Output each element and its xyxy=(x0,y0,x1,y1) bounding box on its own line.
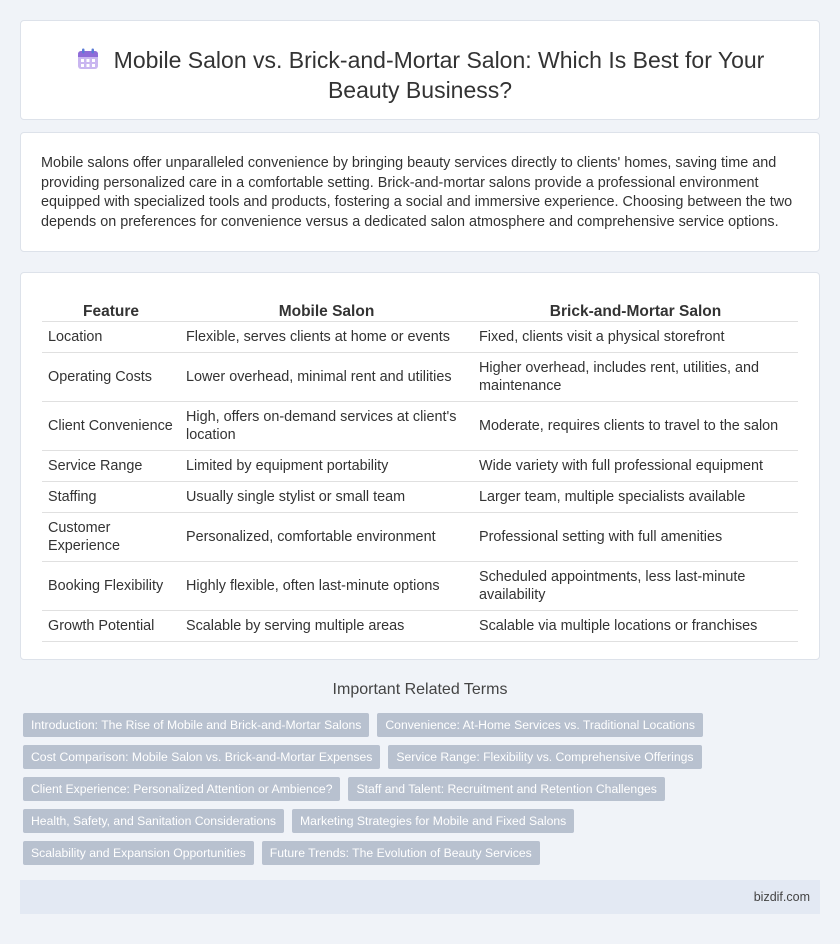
row-brick: Fixed, clients visit a physical storefront xyxy=(473,321,798,352)
row-brick: Higher overhead, includes rent, utilities, and maintenance xyxy=(473,352,798,401)
related-term-link[interactable]: Scalability and Expansion Opportunities xyxy=(23,841,254,865)
footer-site-link[interactable]: bizdif.com xyxy=(753,890,810,904)
related-term-link[interactable]: Health, Safety, and Sanitation Considerations xyxy=(23,809,284,833)
comparison-table xyxy=(42,295,798,642)
related-term-link[interactable]: Cost Comparison: Mobile Salon vs. Brick-and-Mortar Expenses xyxy=(23,745,380,769)
related-term-link[interactable]: Future Trends: The Evolution of Beauty Services xyxy=(262,841,540,865)
row-mobile: High, offers on-demand services at client's location xyxy=(180,401,473,450)
table-row xyxy=(42,481,798,512)
header-brick-and-mortar-salon: Brick-and-Mortar Salon xyxy=(473,295,798,321)
row-mobile: Highly flexible, often last-minute options xyxy=(180,561,473,610)
related-term-link[interactable]: Staff and Talent: Recruitment and Retention Challenges xyxy=(348,777,664,801)
row-brick: Larger team, multiple specialists available xyxy=(473,481,798,512)
table-row xyxy=(42,401,798,450)
related-terms-heading: Important Related Terms xyxy=(332,681,508,698)
comparison-card xyxy=(20,272,820,660)
table-row xyxy=(42,561,798,610)
row-feature: Operating Costs xyxy=(42,352,180,401)
related-term-link[interactable]: Convenience: At-Home Services vs. Traditional Locations xyxy=(377,713,703,737)
table-header-row xyxy=(42,295,798,321)
header-feature: Feature xyxy=(42,295,180,321)
row-brick: Professional setting with full amenities xyxy=(473,512,798,561)
footer xyxy=(20,880,820,914)
calendar-icon xyxy=(76,47,100,71)
row-mobile: Limited by equipment portability xyxy=(180,450,473,481)
row-feature: Service Range xyxy=(42,450,180,481)
table-row xyxy=(42,450,798,481)
table-row xyxy=(42,610,798,641)
header-mobile-salon: Mobile Salon xyxy=(180,295,473,321)
header-card xyxy=(20,20,820,120)
row-brick: Wide variety with full professional equipment xyxy=(473,450,798,481)
intro-paragraph: Mobile salons offer unparalleled convenience by bringing beauty services directly to clients' homes, saving time and providing personalized care in a comfortable setting. Brick-and-mortar salons provide a professional environment equipped with specialized tools and products, fostering a social and immersive experience. Choosing between the two depends on preferences for convenience versus a dedicated salon atmosphere and comprehensive service options. xyxy=(41,155,793,230)
row-brick: Moderate, requires clients to travel to the salon xyxy=(473,401,798,450)
table-row xyxy=(42,512,798,561)
row-mobile: Personalized, comfortable environment xyxy=(180,512,473,561)
table-row xyxy=(42,321,798,352)
row-feature: Booking Flexibility xyxy=(42,561,180,610)
row-feature: Location xyxy=(42,321,180,352)
row-feature: Client Convenience xyxy=(42,401,180,450)
row-mobile: Flexible, serves clients at home or events xyxy=(180,321,473,352)
related-term-link[interactable]: Service Range: Flexibility vs. Comprehensive Offerings xyxy=(388,745,701,769)
row-mobile: Lower overhead, minimal rent and utilities xyxy=(180,352,473,401)
intro-card xyxy=(20,132,820,252)
related-term-link[interactable]: Marketing Strategies for Mobile and Fixed Salons xyxy=(292,809,574,833)
page-title: Mobile Salon vs. Brick-and-Mortar Salon: Which Is Best for Your Beauty Business? xyxy=(113,47,765,103)
row-feature: Customer Experience xyxy=(42,512,180,561)
row-feature: Staffing xyxy=(42,481,180,512)
row-brick: Scalable via multiple locations or franchises xyxy=(473,610,798,641)
related-term-link[interactable]: Introduction: The Rise of Mobile and Brick-and-Mortar Salons xyxy=(23,713,369,737)
row-feature: Growth Potential xyxy=(42,610,180,641)
row-mobile: Usually single stylist or small team xyxy=(180,481,473,512)
row-brick: Scheduled appointments, less last-minute availability xyxy=(473,561,798,610)
row-mobile: Scalable by serving multiple areas xyxy=(180,610,473,641)
table-row xyxy=(42,352,798,401)
related-term-link[interactable]: Client Experience: Personalized Attention or Ambience? xyxy=(23,777,340,801)
related-terms-list xyxy=(23,713,803,865)
